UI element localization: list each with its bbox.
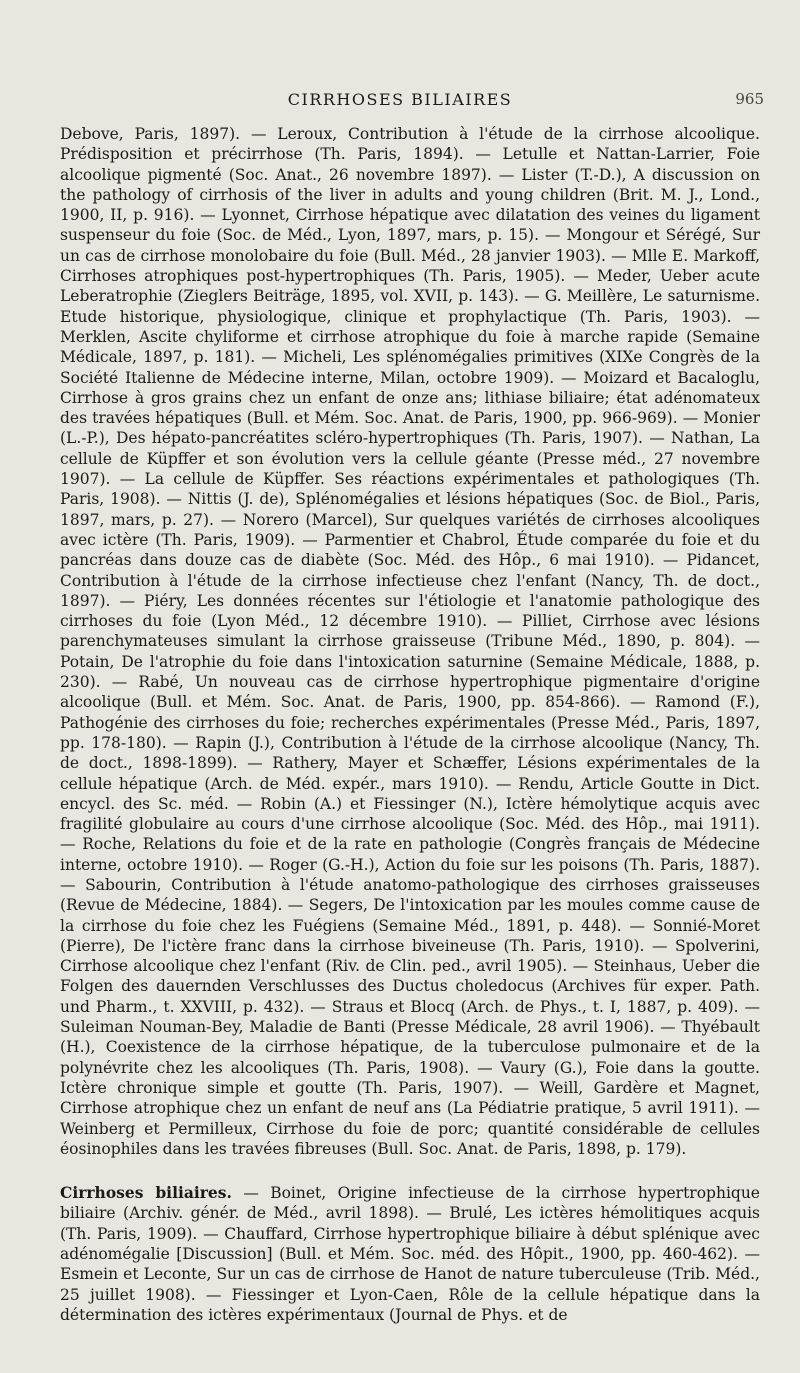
section-text: — Boinet, Origine infectieuse de la cirrhose hypertrophique biliaire (Archiv. génér. de Méd., avril 1898). — Brulé, Les ictères hémolitiques acquis (Th. Paris, 1909). — Chauffard, Cirrhose hypertrophique biliaire à début splénique avec adénomégalie [Discussion] (Bull. et Mém. Soc. méd. des Hôpit., 1900, pp. 460-462). — Esmein et Leconte, Sur un cas de cirrhose de Hanot de nature tuberculeuse (Trib. Méd., 25 juillet 1908). — Fiessinger et Lyon-Caen, Rôle de la cellule hépatique dans la détermination des ictères expérimentaux (Journal de Phys. et de bbox=[60, 1184, 760, 1324]
bibliography-body bbox=[60, 124, 760, 1325]
bibliography-paragraph: Debove, Paris, 1897). — Leroux, Contribution à l'étude de la cirrhose alcoolique. Prédisposition et précirrhose (Th. Paris, 1894). — Letulle et Nattan-Larrier, Foie alcoolique pigmenté (Soc. Anat., 26 novembre 1897). — Lister (T.-D.), A discussion on the pathology of cirrhosis of the liver in adults and young children (Brit. M. J., Lond., 1900, II, p. 916). — Lyonnet, Cirrhose hépatique avec dilatation des veines du ligament suspenseur du foie (Soc. de Méd., Lyon, 1897, mars, p. 15). — Mongour et Sérégé, Sur un cas de cirrhose monolobaire du foie (Bull. Méd., 28 janvier 1903). — Mlle E. Markoff, Cirrhoses atrophiques post-hypertrophiques (Th. Paris, 1905). — Meder, Ueber acute Leberatrophie (Zieglers Beiträge, 1895, vol. XVII, p. 143). — G. Meillère, Le saturnisme. Etude historique, physiologique, clinique et prophylactique (Th. Paris, 1903). — Merklen, Ascite chyliforme et cirrhose atrophique du foie à marche rapide (Semaine Médicale, 1897, p. 181). — Micheli, Les splénomégalies primitives (XIXe Congrès de la Société Italienne de Médecine interne, Milan, octobre 1909). — Moizard et Bacaloglu, Cirrhose à gros grains chez un enfant de onze ans; lithiase biliaire; état adénomateux des travées hépatiques (Bull. et Mém. Soc. Anat. de Paris, 1900, pp. 966-969). — Monier (L.-P.), Des hépato-pancréatites scléro-hypertrophiques (Th. Paris, 1907). — Nathan, La cellule de Küpffer et son évolution vers la cellule géante (Presse méd., 27 novembre 1907). — La cellule de Küpffer. Ses réactions expérimentales et pathologiques (Th. Paris, 1908). — Nittis (J. de), Splénomégalies et lésions hépatiques (Soc. de Biol., Paris, 1897, mars, p. 27). — Norero (Marcel), Sur quelques variétés de cirrhoses alcooliques avec ictère (Th. Paris, 1909). — Parmentier et Chabrol, Étude comparée du foie et du pancréas dans douze cas de diabète (Soc. Méd. des Hôp., 6 mai 1910). — Pidancet, Contribution à l'étude de la cirrhose infectieuse chez l'enfant (Nancy, Th. de doct., 1897). — Piéry, Les données récentes sur l'étiologie et l'anatomie pathologique des cirrhoses du foie (Lyon Méd., 12 décembre 1910). — Pilliet, Cirrhose avec lésions parenchymateuses simulant la cirrhose graisseuse (Tribune Méd., 1890, p. 804). — Potain, De l'atrophie du foie dans l'intoxication saturnine (Semaine Médicale, 1888, p. 230). — Rabé, Un nouveau cas de cirrhose hypertrophique pigmentaire d'origine alcoolique (Bull. et Mém. Soc. Anat. de Paris, 1900, pp. 854-866). — Ramond (F.), Pathogénie des cirrhoses du foie; recherches expérimentales (Presse Méd., Paris, 1897, pp. 178-180). — Rapin (J.), Contribution à l'étude de la cirrhose alcoolique (Nancy, Th. de doct., 1898-1899). — Rathery, Mayer et Schæffer, Lésions expérimentales de la cellule hépatique (Arch. de Méd. expér., mars 1910). — Rendu, Article Goutte in Dict. encycl. des Sc. méd. — Robin (A.) et Fiessinger (N.), Ictère hémolytique acquis avec fragilité globulaire au cours d'une cirrhose alcoolique (Soc. Méd. des Hôp., mai 1911). — Roche, Relations du foie et de la rate en pathologie (Congrès français de Médecine interne, octobre 1910). — Roger (G.-H.), Action du foie sur les poisons (Th. Paris, 1887). — Sabourin, Contribution à l'étude anatomo-pathologique des cirrhoses graisseuses (Revue de Médecine, 1884). — Segers, De l'intoxication par les moules comme cause de la cirrhose du foie chez les Fuégiens (Semaine Méd., 1891, p. 448). — Sonnié-Moret (Pierre), De l'ictère franc dans la cirrhose biveineuse (Th. Paris, 1910). — Spolverini, Cirrhose alcoolique chez l'enfant (Riv. de Clin. ped., avril 1905). — Steinhaus, Ueber die Folgen des dauernden Verschlusses des Ductus choledocus (Archives für exper. Path. und Pharm., t. XXVIII, p. 432). — Straus et Blocq (Arch. de Phys., t. I, 1887, p. 409). — Suleiman Nouman-Bey, Maladie de Banti (Presse Médicale, 28 avril 1906). — Thyébault (H.), Coexistence de la cirrhose hépatique, de la tuberculose pulmonaire et de la polynévrite chez les alcooliques (Th. Paris, 1908). — Vaury (G.), Foie dans la goutte. Ictère chronique simple et goutte (Th. Paris, 1907). — Weill, Gardère et Magnet, Cirrhose atrophique chez un enfant de neuf ans (La Pédiatrie pratique, 5 avril 1911). — Weinberg et Permilleux, Cirrhose du foie de porc; quantité considérable de cellules éosinophiles dans les travées fibreuses (Bull. Soc. Anat. de Paris, 1898, p. 179). bbox=[60, 125, 760, 1158]
running-title: CIRRHOSES BILIAIRES bbox=[287, 90, 513, 109]
page-number: 965 bbox=[735, 90, 764, 108]
bibliography-section bbox=[60, 1183, 760, 1325]
section-title: Cirrhoses biliaires. bbox=[60, 1183, 232, 1203]
